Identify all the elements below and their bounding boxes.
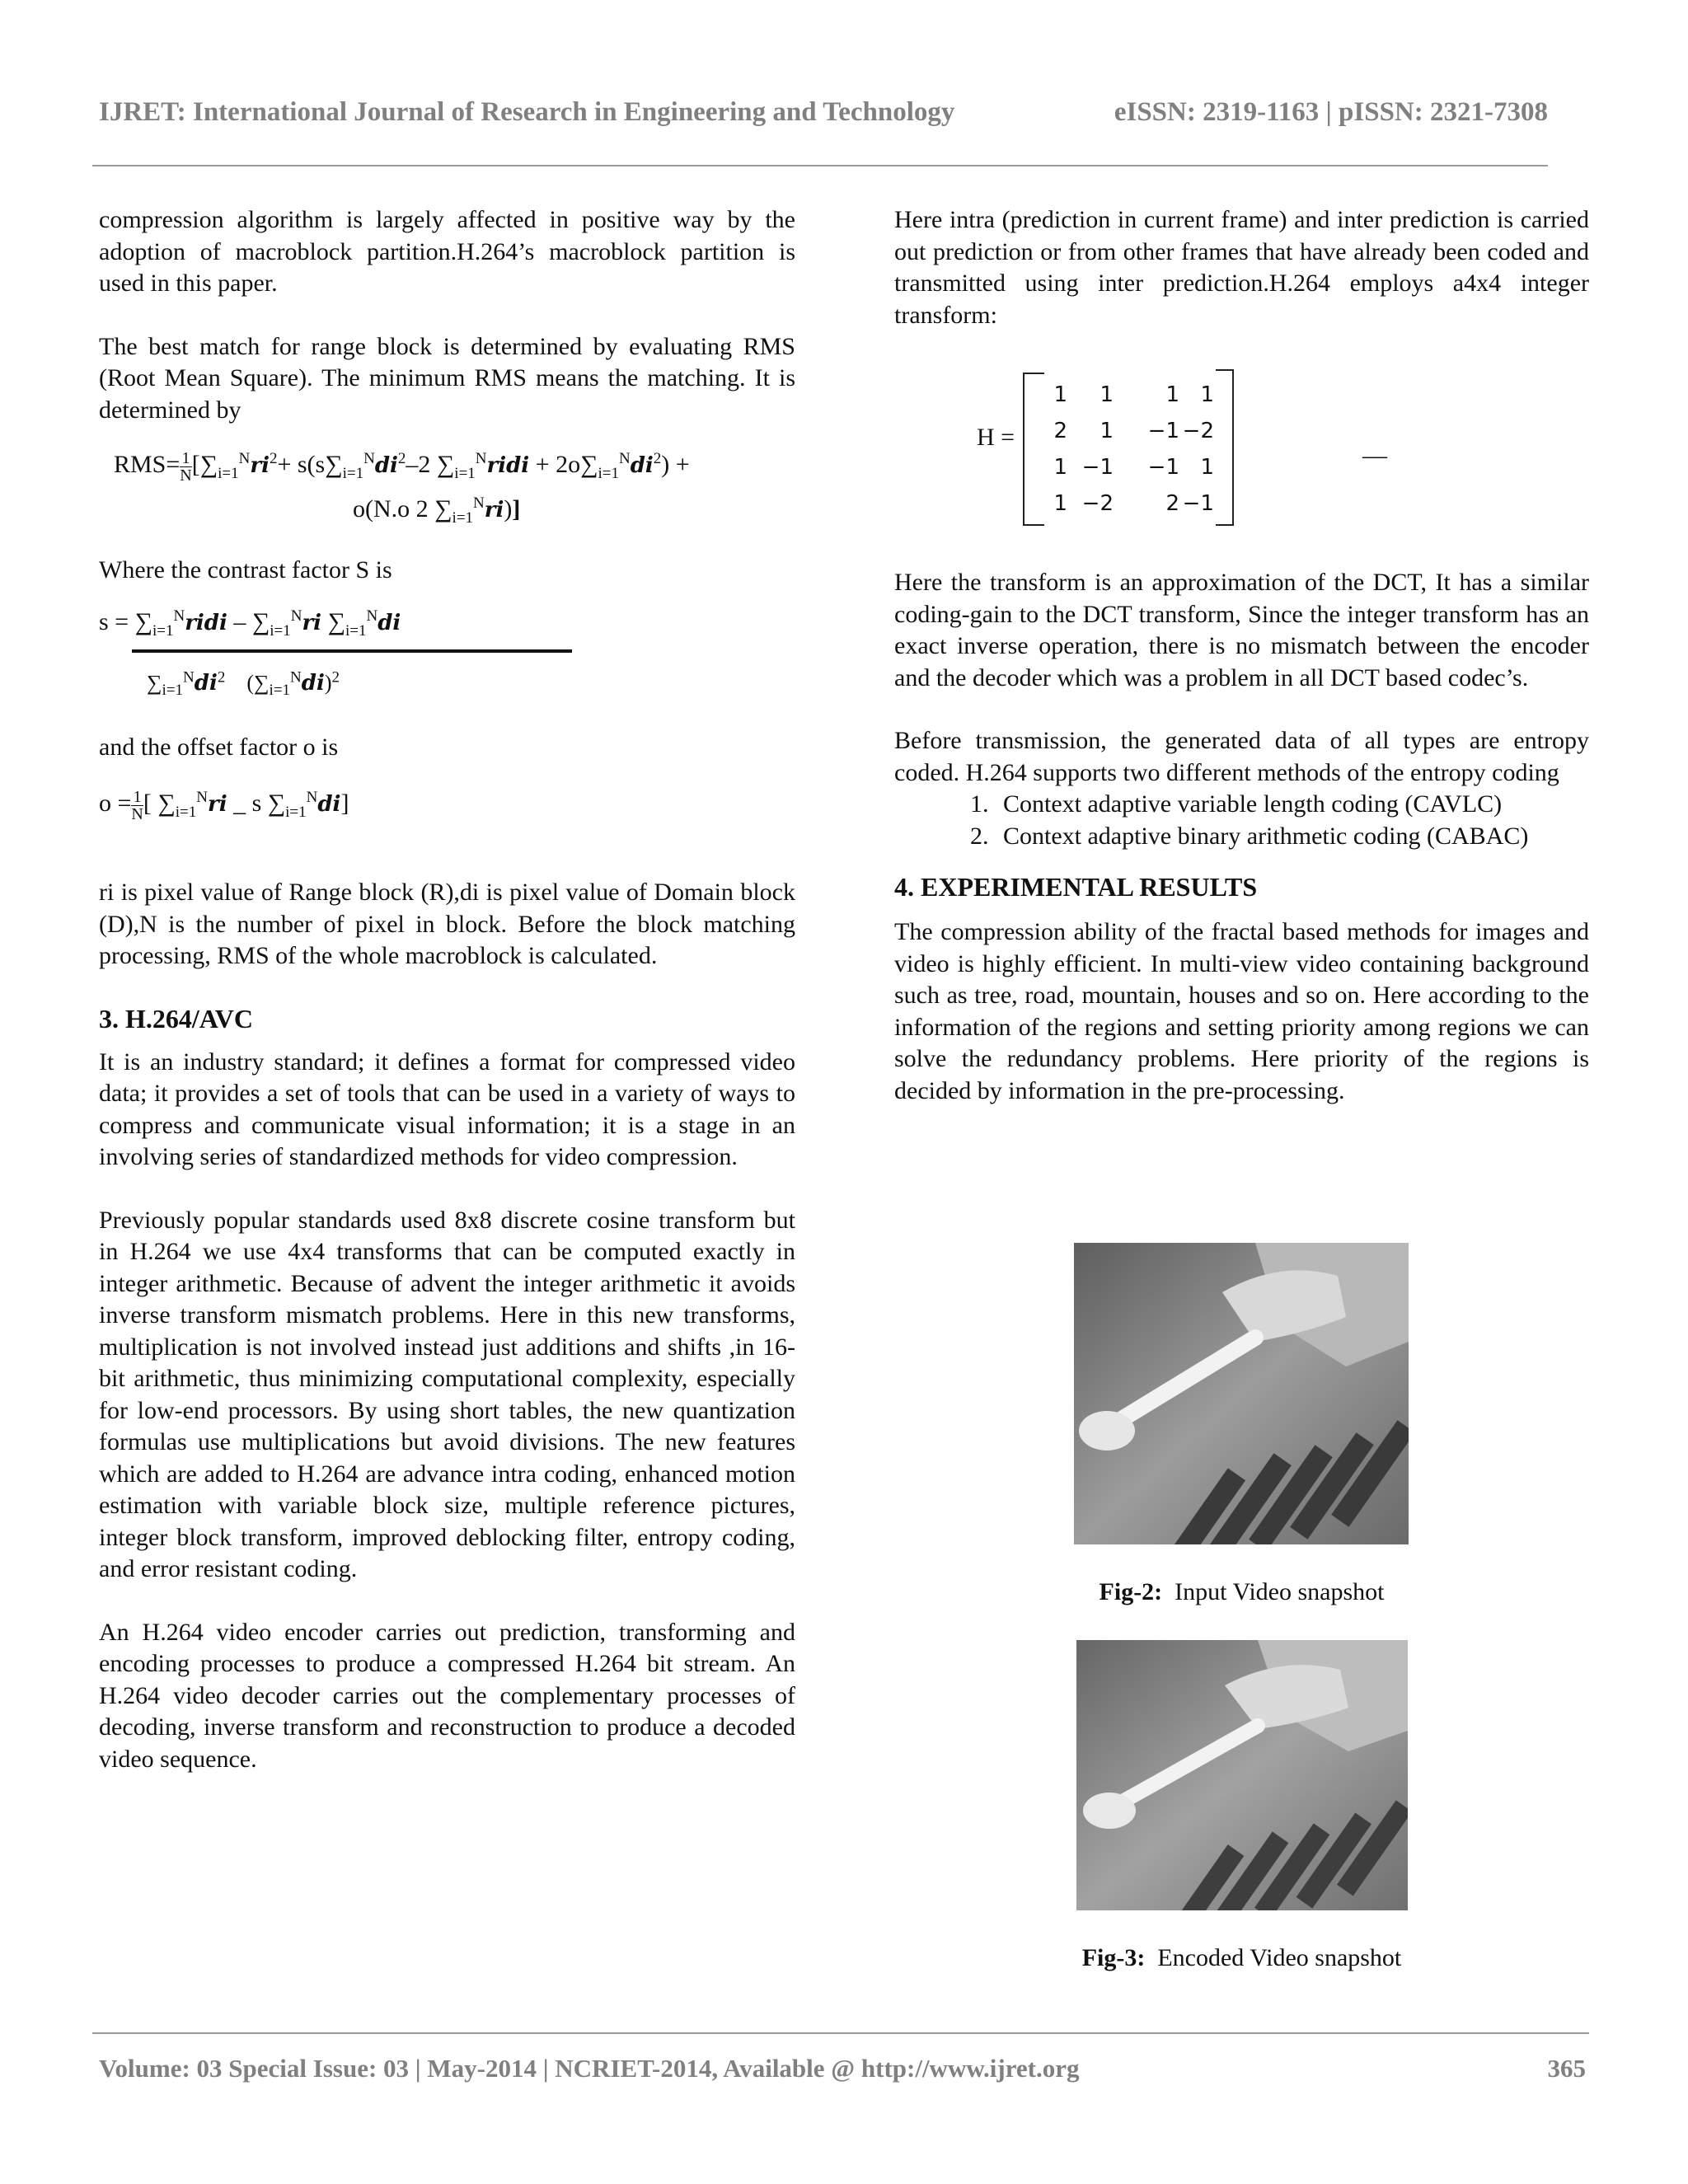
entropy-coding-list <box>894 789 1589 852</box>
paragraph: An H.264 video encoder carries out prediction, transforming and encoding processes to produce a compressed H.264 bit stream. An H.264 video decoder carries out the complementary processes of decoding, inverse transform and reconstruction to produce a decoded video sequence. <box>99 1618 795 1773</box>
figure-caption-text: Input Video snapshot <box>1175 1578 1385 1605</box>
matrix-cell: 2 <box>1053 419 1067 443</box>
issn: eISSN: 2319-1163 | pISSN: 2321-7308 <box>1114 97 1548 127</box>
equation-label: s = <box>99 607 129 635</box>
input-video-snapshot-image <box>1074 1243 1409 1544</box>
matrix-cell: 1 <box>1053 382 1067 407</box>
paragraph: compression algorithm is largely affected in positive way by the adoption of macroblock partition.H.264’s macroblock partition is used in this paper. <box>99 206 795 297</box>
matrix-cell: 1 <box>1200 382 1214 407</box>
paragraph: The compression ability of the fractal based methods for images and video is highly efficient. In multi-view video containing background such as tree, road, mountain, houses and so on. Here according to the information of the regions and setting priority among regions we can solve the redundancy problems. Here priority of the regions is decided by information in the pre-processing. <box>894 918 1589 1104</box>
figure-label: Fig-2: <box>1099 1578 1163 1605</box>
matrix-cell: 1 <box>1200 455 1214 480</box>
matrix-cell: −1 <box>1147 419 1179 443</box>
equation-text: o(N.o 2 <box>353 495 429 523</box>
section-heading: 4. EXPERIMENTAL RESULTS <box>894 872 1258 902</box>
fraction: $\frac{1}{N}$ <box>180 448 192 485</box>
offset-factor-equation: o = $\frac{1}{N}$[ $\sum_{i=1}^Nri$ _ s $\sum_{i=1}^Ndi$] <box>99 787 349 823</box>
footer-text: Volume: 03 Special Issue: 03 | May-2014 | NCRIET-2014, Available @ http://www.ijret.org <box>99 2054 1080 2083</box>
matrix-cell: 1 <box>1100 382 1114 407</box>
matrix-cell: 1 <box>1053 491 1067 516</box>
list-item: 1. Context adaptive variable length coding (CAVLC) <box>995 789 1589 821</box>
equation-label: RMS= <box>114 451 181 478</box>
encoded-video-snapshot-image <box>1076 1640 1408 1910</box>
list-item: 2. Context adaptive binary arithmetic coding (CABAC) <box>995 821 1589 853</box>
figure-label: Fig-3: <box>1081 1944 1146 1971</box>
matrix-cell: −2 <box>1182 419 1214 443</box>
matrix-cell: 1 <box>1100 419 1114 443</box>
section-heading: 3. H.264/AVC <box>99 1003 253 1033</box>
figure-2-caption <box>894 1578 1589 1606</box>
figure-caption-text: Encoded Video snapshot <box>1157 1944 1402 1971</box>
page-number: 365 <box>1547 2054 1586 2083</box>
paragraph: Before transmission, the generated data of all types are entropy coded. H.264 supports two different methods of the entropy coding <box>894 727 1589 786</box>
matrix-cell: 1 <box>1165 382 1179 407</box>
fraction-bar <box>132 649 572 653</box>
matrix-cell: −2 <box>1081 491 1114 516</box>
matrix-label: H = <box>977 424 1015 451</box>
matrix-cell: 1 <box>1053 455 1067 480</box>
paragraph: Here intra (prediction in current frame) and inter prediction is carried out prediction or from other frames that have already been coded and transmitted using inter prediction.H.264 employs a4x4 integer transform: <box>894 206 1589 329</box>
paragraph: It is an industry standard; it defines a format for compressed video data; it provides a set of tools that can be used in a variety of ways to compress and communicate visual information; it is a stage in an involving series of standardized methods for video compression. <box>99 1047 795 1170</box>
paragraph: ri is pixel value of Range block (R),di is pixel value of Domain block (D),N is the number of pixel in block. Before the block matching processing, RMS of the whole macroblock is calculated. <box>99 879 795 969</box>
right-column <box>894 204 1589 1107</box>
equation-label: o = <box>99 790 132 817</box>
left-column <box>99 204 795 1775</box>
page-footer <box>99 2054 1586 2083</box>
journal-name: IJRET: International Journal of Research in Engineering and Technology <box>99 97 955 127</box>
paragraph: Previously popular standards used 8x8 discrete cosine transform but in H.264 we use 4x4 transforms that can be computed exactly in integer arithmetic. Because of advent the integer arithmetic it avoids inverse transform mismatch problems. Here in this new transforms, multiplication is not involved instead just additions and shifts ,in 16-bit arithmetic, thus minimizing computational complexity, especially for low-end processors. By using short tables, the new quantization formulas use multiplications but avoid divisions. The new features which are added to H.264 are advance intra coding, enhanced motion estimation with variable block size, multiple reference pictures, integer block transform, improved deblocking filter, entropy coding, and error resistant coding. <box>99 1206 795 1582</box>
footer-rule <box>92 2032 1589 2034</box>
matrix-cell: −1 <box>1081 455 1114 480</box>
matrix-cell: 2 <box>1165 491 1179 516</box>
matrix-cell: −1 <box>1182 491 1214 516</box>
contrast-factor-equation: $s = \sum_{i=1}^Nridi - \sum_{i=1}^Nri$ $\sum_{i=1}^Ndi$ $\sum_{i=1}^Ndi^2$ $(\sum_{i=1}^Ndi)^2$ <box>99 607 795 714</box>
paragraph: The best match for range block is determined by evaluating RMS (Root Mean Square). The minimum RMS means the matching. It is determined by <box>99 332 795 424</box>
header-rule <box>92 165 1548 166</box>
paragraph: Where the contrast factor S is <box>99 556 392 583</box>
integer-transform-matrix <box>894 366 1589 549</box>
fraction: $\frac{1}{N}$ <box>131 787 143 823</box>
figure-3-caption <box>894 1944 1589 1972</box>
matrix-cell: −1 <box>1147 455 1179 480</box>
paragraph: Here the transform is an approximation of the DCT, It has a similar coding-gain to the DCT transform, Since the integer transform has an exact inverse operation, there is no mismatch between the encoder and the decoder which was a problem in all DCT based codec’s. <box>894 569 1589 691</box>
matrix-dash: — <box>1362 442 1387 469</box>
paragraph: and the offset factor o is <box>99 733 339 761</box>
rms-equation: RMS= $\frac{1}{N}[\sum_{i=1}^Nri^2+ s(s\sum_{i=1}^Ndi^2-2$ $\sum_{i=1}^Nridi + 2o\sum_{i=1}^Ndi^2$) + o(N.o 2 $\sum_{i=1}^Nri$)] <box>114 448 690 527</box>
matrix-right-bracket <box>1216 369 1234 526</box>
